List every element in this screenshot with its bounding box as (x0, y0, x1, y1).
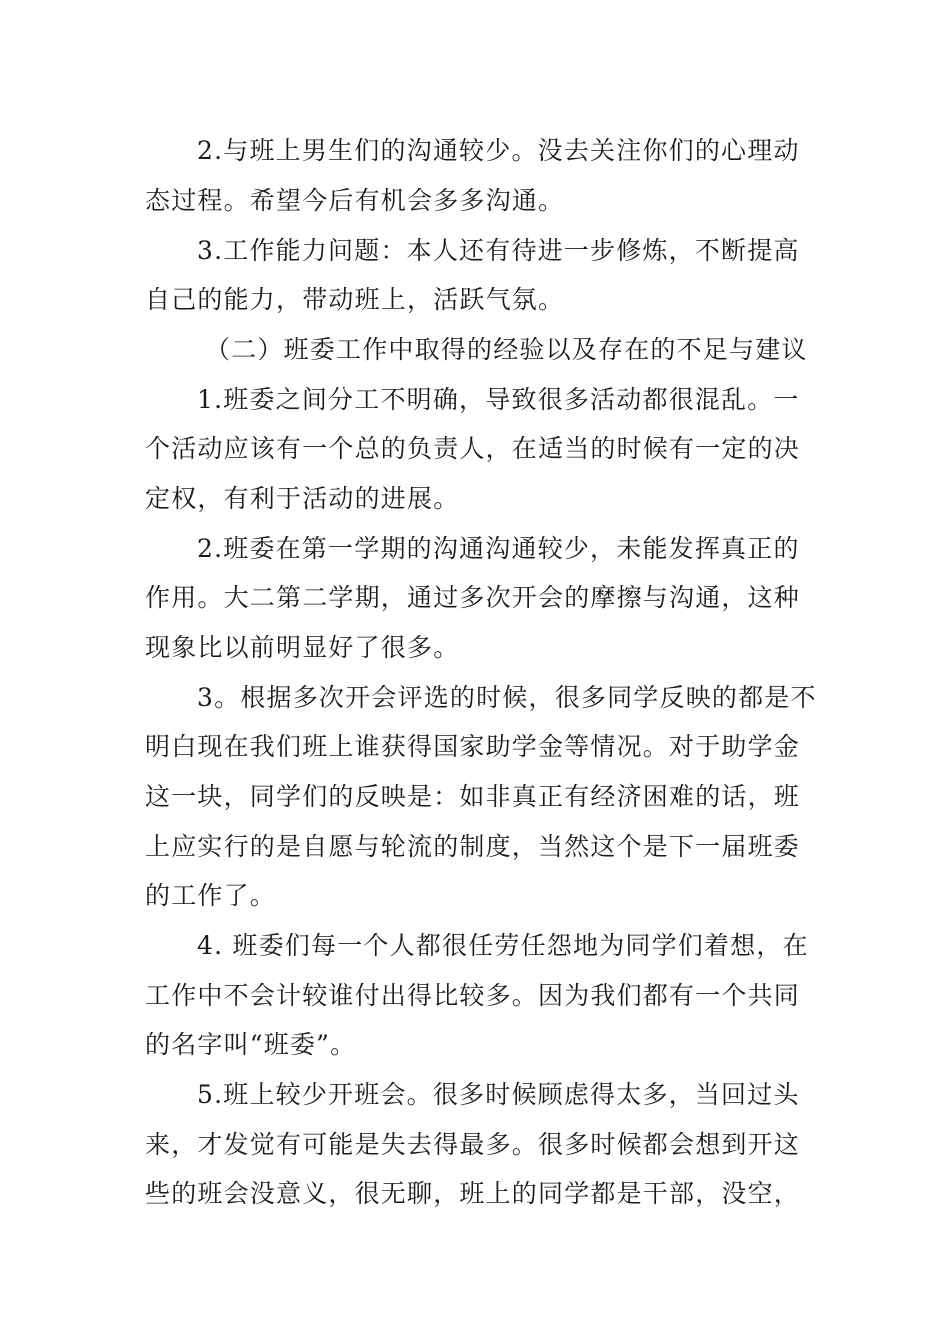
paragraph-line: 4. 班委们每一个人都很任劳任怨地为同学们着想，在 (197, 931, 809, 960)
paragraph-line: 这一块，同学们的反映是：如非真正有经济困难的话，班 (145, 782, 801, 811)
paragraph-line: 2.与班上男生们的沟通较少。没去关注你们的心理动 (197, 136, 800, 165)
paragraph-line: 的名字叫“班委”。 (145, 1030, 357, 1059)
paragraph-line: 现象比以前明显好了很多。 (145, 633, 460, 662)
paragraph-line: 1.班委之间分工不明确，导致很多活动都很混乱。一 (197, 385, 800, 414)
paragraph-line: 来，才发觉有可能是失去得最多。很多时候都会想到开这 (145, 1130, 801, 1159)
paragraph-line: 些的班会没意义，很无聊，班上的同学都是干部，没空， (145, 1179, 801, 1208)
paragraph-line: 工作中不会计较谁付出得比较多。因为我们都有一个共同 (145, 981, 801, 1010)
paragraph-line: 明白现在我们班上谁获得国家助学金等情况。对于助学金 (145, 732, 801, 761)
paragraph-line: 3.工作能力问题：本人还有待进一步修炼，不断提高 (197, 236, 800, 265)
paragraph-line: 定权，有利于活动的进展。 (145, 484, 460, 513)
paragraph-line: 的工作了。 (145, 881, 277, 910)
paragraph-line: 个活动应该有一个总的负责人，在适当的时候有一定的决 (145, 434, 801, 463)
paragraph-line: 自己的能力，带动班上，活跃气氛。 (145, 285, 565, 314)
paragraph-line: 3。根据多次开会评选的时候，很多同学反映的都是不 (197, 683, 817, 712)
paragraph-line: 态过程。希望今后有机会多多沟通。 (145, 186, 565, 215)
paragraph-line: 作用。大二第二学期，通过多次开会的摩擦与沟通，这种 (145, 583, 801, 612)
paragraph-line: 上应实行的是自愿与轮流的制度，当然这个是下一届班委 (145, 832, 801, 861)
section-heading: （二）班委工作中取得的经验以及存在的不足与建议 (205, 335, 808, 364)
paragraph-line: 5.班上较少开班会。很多时候顾虑得太多，当回过头 (197, 1080, 800, 1109)
paragraph-line: 2.班委在第一学期的沟通沟通较少，未能发挥真正的 (197, 534, 800, 563)
